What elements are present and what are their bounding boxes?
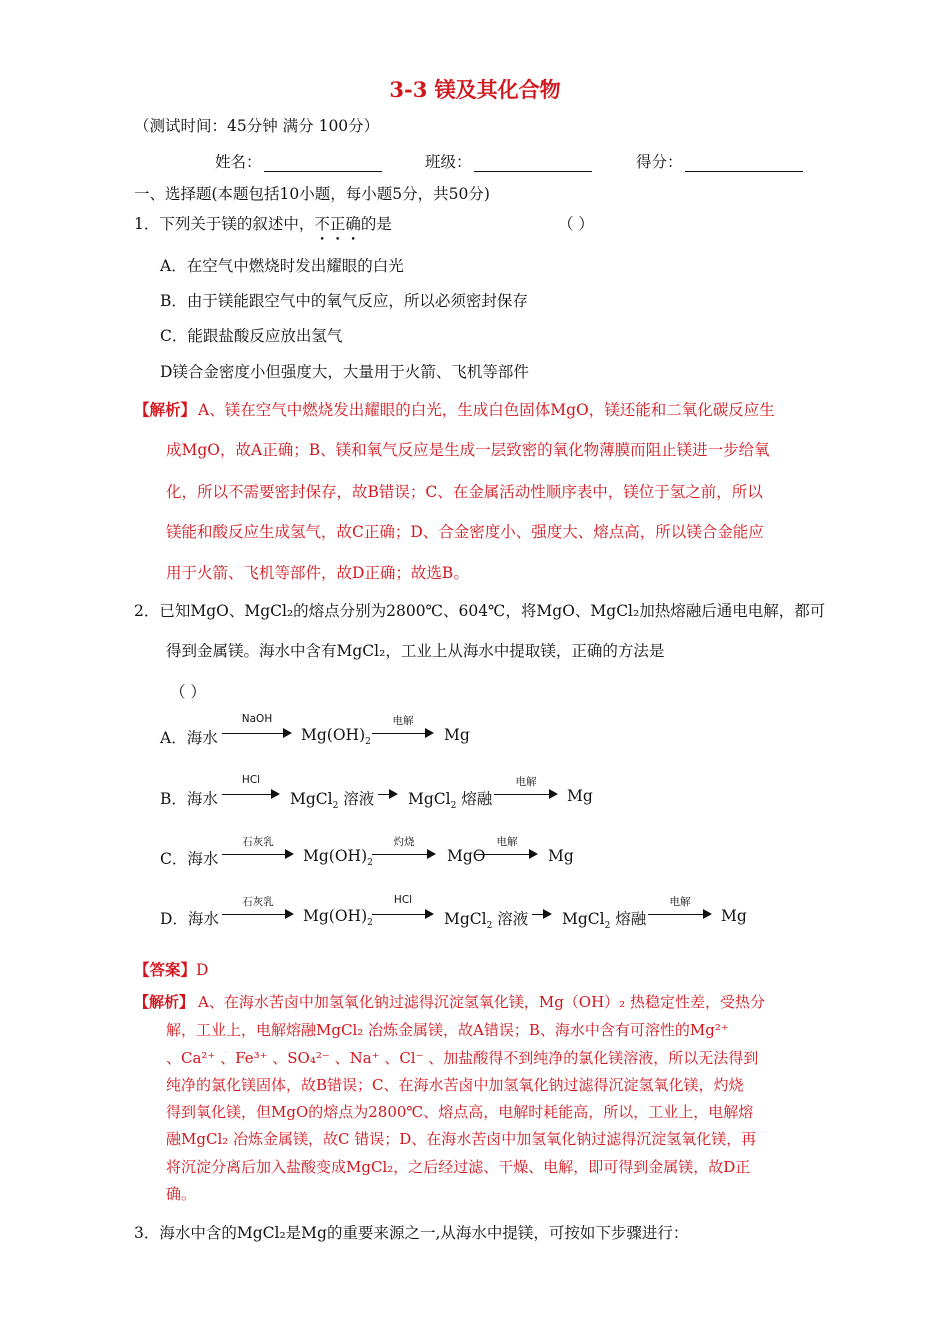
q2-analysis-line: 将沉淀分离后加入盐酸变成MgCl₂，之后经过滤、干燥、电解，即可得到金属镁，故D正 xyxy=(166,1158,751,1176)
subscript: 2 xyxy=(332,801,339,812)
reagent-label: 石灰乳 xyxy=(242,836,274,848)
emphasis-char: 正 xyxy=(329,215,346,233)
reaction-arrow xyxy=(378,788,398,800)
score-blank xyxy=(685,156,803,172)
q2-stem-line1: 2．已知MgO、MgCl₂的熔点分别为2800℃、604℃，将MgO、MgCl₂加热熔融后通电电解，都可 xyxy=(134,602,826,620)
reagent-label: NaOH xyxy=(241,713,273,725)
name-field xyxy=(215,150,382,172)
reagent-label: 电解 xyxy=(392,715,414,727)
class-field xyxy=(425,150,592,172)
q2-answer-value: D xyxy=(196,961,209,979)
product xyxy=(303,847,373,868)
reagent-label: 石灰乳 xyxy=(242,896,274,908)
subscript: 2 xyxy=(367,918,373,929)
reaction-arrow xyxy=(532,908,552,920)
q2-option-d-label: D．海水 xyxy=(160,910,219,928)
reaction-arrow xyxy=(372,908,434,920)
product-formula: MgCl xyxy=(408,790,451,808)
product xyxy=(303,907,373,928)
product-formula: MgCl xyxy=(444,910,487,928)
score-label: 得分： xyxy=(636,153,683,171)
reaction-arrow xyxy=(222,727,292,739)
product: Mg xyxy=(548,847,574,865)
product-formula: Mg(OH) xyxy=(303,847,368,865)
reaction-arrow xyxy=(222,848,294,860)
q1-option-b: B．由于镁能跟空气中的氧气反应，所以必须密封保存 xyxy=(160,292,528,310)
reaction-arrow xyxy=(648,908,712,920)
product-state: 溶液 xyxy=(343,790,375,808)
q1-analysis-line: 成MgO，故A正确；B、镁和氧气反应是生成一层致密的氧化物薄膜而阻止镁进一步给氧 xyxy=(166,441,770,459)
q1-option-c: C．能跟盐酸反应放出氢气 xyxy=(160,327,343,345)
q2-analysis-line: 得到氧化镁，但MgO的熔点为2800℃、熔点高，电解时耗能高，所以，工业上，电解熔 xyxy=(166,1103,754,1121)
q2-option-b-label: B．海水 xyxy=(160,790,218,808)
q2-analysis-line: 纯净的氯化镁固体，故B错误；C、在海水苦卤中加氢氧化钠过滤得沉淀氢氧化镁，灼烧 xyxy=(166,1076,744,1094)
q1-analysis-tag: 【解析】 xyxy=(134,400,197,419)
name-blank xyxy=(264,156,382,172)
q1-analysis-line: 化，所以不需要密封保存，故B错误；C、在金属活动性顺序表中，镁位于氢之前，所以 xyxy=(166,483,763,501)
q2-option-c-label: C．海水 xyxy=(160,850,219,868)
product-formula: MgCl xyxy=(290,790,333,808)
product xyxy=(562,907,646,931)
reagent-label: HCl xyxy=(241,774,261,786)
product-state: 溶液 xyxy=(497,910,529,928)
reaction-arrow xyxy=(372,727,434,739)
q2-option-a-label: A．海水 xyxy=(160,729,218,747)
class-label: 班级： xyxy=(425,153,472,171)
subscript: 2 xyxy=(367,858,373,869)
product xyxy=(290,787,374,811)
q2-answer-tag: 【答案】 xyxy=(134,960,197,979)
product-formula: Mg(OH) xyxy=(303,907,368,925)
product: MgO xyxy=(447,847,486,865)
subscript: 2 xyxy=(604,921,611,932)
score-field xyxy=(636,150,803,172)
q2-answer xyxy=(134,958,208,980)
product-state: 熔融 xyxy=(615,910,647,928)
q1-option-d: D镁合金密度小但强度大，大量用于火箭、飞机等部件 xyxy=(160,363,529,381)
reaction-arrow xyxy=(494,788,558,800)
q2-analysis-tag: 【解析】 xyxy=(134,993,195,1011)
product: Mg xyxy=(721,907,747,925)
subscript: 2 xyxy=(365,737,371,748)
q1-answer-blank: （ ） xyxy=(558,215,594,233)
product xyxy=(301,726,371,747)
test-info: （测试时间：45分钟 满分 100分） xyxy=(134,117,380,135)
product: Mg xyxy=(567,787,593,805)
product xyxy=(408,787,492,811)
emphasis-char: 不 xyxy=(314,215,330,233)
q2-analysis-line: A、在海水苦卤中加氢氧化钠过滤得沉淀氢氧化镁，Mg（OH）₂ 热稳定性差，受热分 xyxy=(198,993,765,1011)
q1-stem-emphasis xyxy=(314,215,361,233)
q1-analysis-line: 用于火箭、飞机等部件，故D正确；故选B。 xyxy=(166,564,469,582)
product: Mg xyxy=(444,726,470,744)
reagent-label: HCl xyxy=(393,894,413,906)
q2-analysis-line: 确。 xyxy=(166,1185,197,1203)
reaction-arrow xyxy=(372,848,436,860)
subscript: 2 xyxy=(486,921,493,932)
product xyxy=(444,907,528,931)
q1-stem xyxy=(134,212,392,234)
name-label: 姓名： xyxy=(215,153,262,171)
q1-option-a: A．在空气中燃烧时发出耀眼的白光 xyxy=(160,257,404,275)
class-blank xyxy=(474,156,592,172)
product-state: 熔融 xyxy=(461,790,493,808)
reagent-label: 灼烧 xyxy=(393,836,415,848)
section-heading: 一、选择题(本题包括10小题，每小题5分，共50分) xyxy=(134,185,490,203)
q2-analysis-line: 融MgCl₂ 冶炼金属镁，故C 错误；D、在海水苦卤中加氢氧化钠过滤得沉淀氢氧化镁，再 xyxy=(166,1130,757,1148)
q1-analysis-line: 镁能和酸反应生成氢气，故C正确；D、合金密度小、强度大、熔点高，所以镁合金能应 xyxy=(166,523,764,541)
reagent-label: 电解 xyxy=(496,836,518,848)
product-formula: MgCl xyxy=(562,910,605,928)
q2-answer-blank: （ ） xyxy=(170,683,206,701)
emphasis-char: 确 xyxy=(345,215,361,233)
subscript: 2 xyxy=(450,801,457,812)
q2-stem-line2: 得到金属镁。海水中含有MgCl₂，工业上从海水中提取镁，正确的方法是 xyxy=(166,642,665,660)
product-formula: Mg(OH) xyxy=(301,726,366,744)
reaction-arrow xyxy=(222,908,294,920)
reaction-arrow xyxy=(222,788,280,800)
reagent-label: 电解 xyxy=(669,896,691,908)
page-title: 3-3 镁及其化合物 xyxy=(389,77,561,102)
reagent-label: 电解 xyxy=(515,776,537,788)
q1-stem-text: 1．下列关于镁的叙述中， xyxy=(134,215,315,233)
reaction-arrow xyxy=(476,848,538,860)
q2-analysis-line: 、Ca²⁺ 、Fe³⁺ 、SO₄²⁻ 、Na⁺ 、Cl⁻ 、加盐酸得不到纯净的氯化镁溶液，所以无法得到 xyxy=(166,1049,759,1067)
q1-analysis-line: A、镁在空气中燃烧发出耀眼的白光，生成白色固体MgO，镁还能和二氧化碳反应生 xyxy=(198,401,775,419)
q3-stem: 3．海水中含的MgCl₂是Mg的重要来源之一,从海水中提镁，可按如下步骤进行： xyxy=(134,1224,689,1242)
q1-stem-tail: 的是 xyxy=(360,215,392,233)
q2-analysis-line: 解，工业上，电解熔融MgCl₂ 冶炼金属镁，故A错误；B、海水中含有可溶性的Mg²⁺ xyxy=(166,1021,729,1039)
